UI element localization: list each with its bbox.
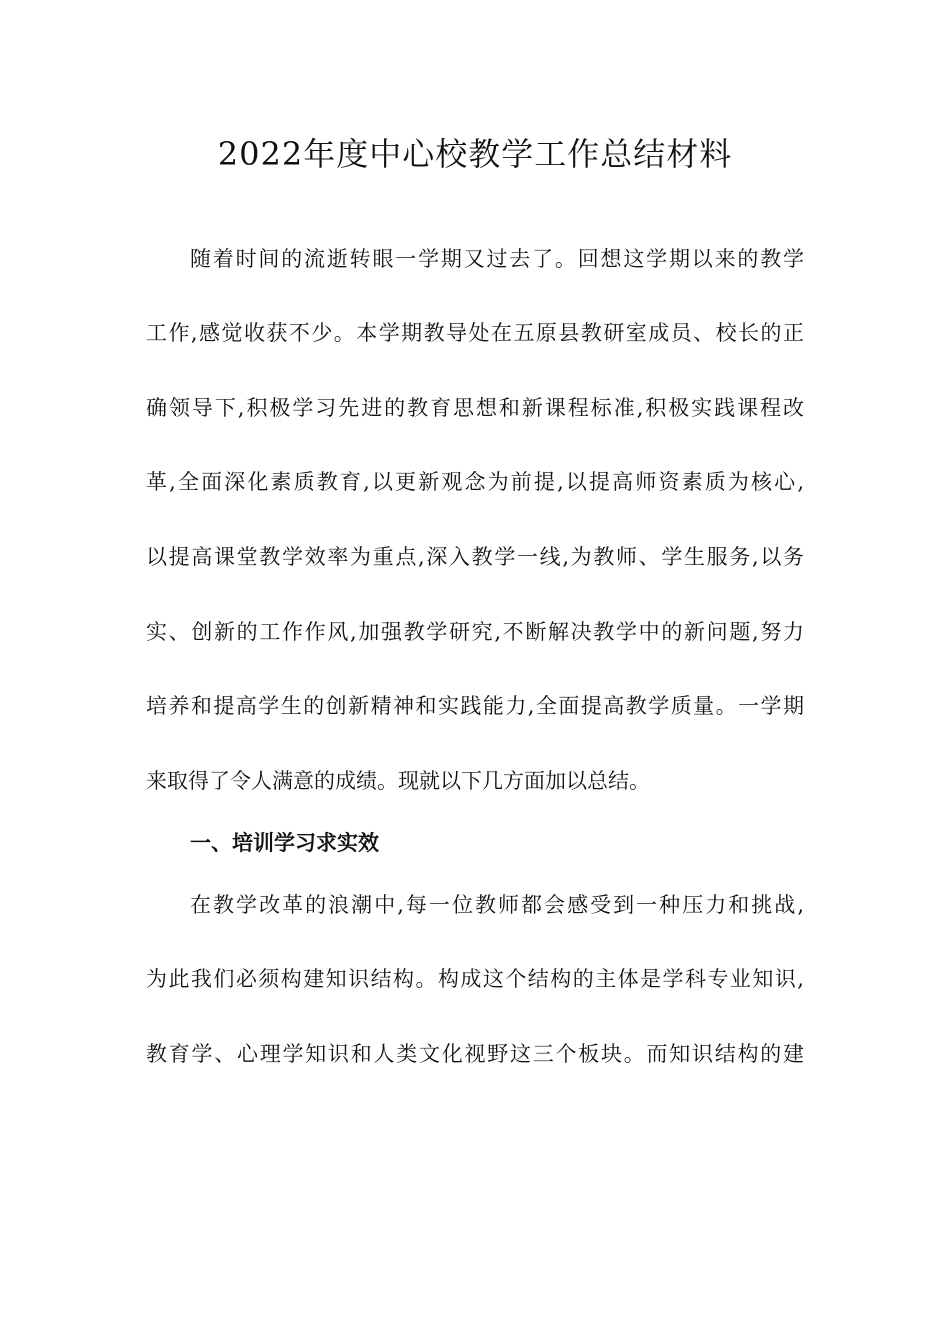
paragraph-line: 确领导下,积极学习先进的教育思想和新课程标准,积极实践课程改 (146, 396, 804, 420)
paragraph-line: 来取得了令人满意的成绩。现就以下几方面加以总结。 (146, 769, 650, 793)
paragraph-line: 以提高课堂教学效率为重点,深入教学一线,为教师、学生服务,以务 (146, 545, 804, 569)
paragraph-line: 实、创新的工作作风,加强教学研究,不断解决教学中的新问题,努力 (146, 620, 804, 644)
section-heading: 一、培训学习求实效 (190, 830, 379, 855)
paragraph-line: 工作,感觉收获不少。本学期教导处在五原县教研室成员、校长的正 (146, 321, 804, 345)
paragraph-line: 革,全面深化素质教育,以更新观念为前提,以提高师资素质为核心, (146, 470, 804, 494)
paragraph-line: 教育学、心理学知识和人类文化视野这三个板块。而知识结构的建 (146, 1042, 804, 1066)
paragraph-line: 在教学改革的浪潮中,每一位教师都会感受到一种压力和挑战, (190, 893, 804, 917)
document-title: 2022年度中心校教学工作总结材料 (217, 135, 733, 173)
paragraph-line: 为此我们必须构建知识结构。构成这个结构的主体是学科专业知识, (146, 967, 804, 991)
paragraph-line: 培养和提高学生的创新精神和实践能力,全面提高教学质量。一学期 (146, 694, 804, 718)
paragraph-line: 随着时间的流逝转眼一学期又过去了。回想这学期以来的教学 (190, 247, 804, 271)
